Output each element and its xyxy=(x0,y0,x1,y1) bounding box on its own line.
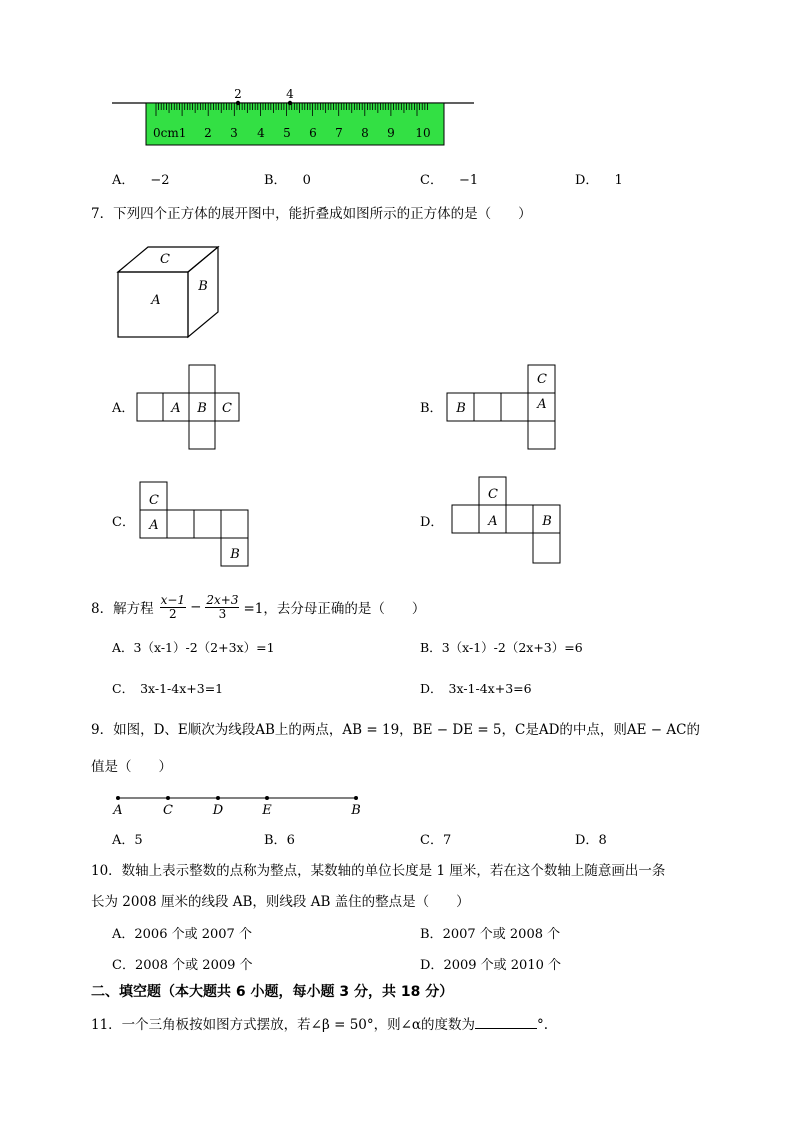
q9-segment-figure xyxy=(110,788,370,818)
q8-stem: 8．解方程 x−1 2 − $\frac{2x+3}{3}$ =1，去分母正确的是（ ） xyxy=(91,592,426,621)
q7-option-b-letter: B． xyxy=(420,401,443,416)
net-d-face-c: C xyxy=(488,487,498,502)
cube-label-side: B xyxy=(198,279,208,294)
ruler-label-8: 8 xyxy=(361,126,369,140)
point-a-label: A xyxy=(113,803,123,818)
point-2 xyxy=(236,101,240,105)
q10-option-a: A．2006 个或 2007 个 xyxy=(112,927,252,942)
net-c-face-a: A xyxy=(149,518,159,533)
q9-stem-line1: 9．如图，D、E顺次为线段AB上的两点，AB = 19，BE − DE = 5，C是AD的中点，则AE − AC的 xyxy=(91,722,700,738)
net-d-face-a: A xyxy=(488,514,498,529)
q8-option-c: C． 3x-1-4x+3=1 xyxy=(112,681,224,696)
q7-net-a xyxy=(135,363,241,453)
q8-option-d: D． 3x-1-4x+3=6 xyxy=(420,681,532,696)
ruler-label-9: 9 xyxy=(387,126,395,140)
point-e-label: E xyxy=(262,803,272,818)
ruler-label-5: 5 xyxy=(283,126,291,140)
net-a-face-c: C xyxy=(222,401,232,416)
q11-stem: 11．一个三角板按如图方式摆放，若∠β = 50°，则∠α的度数为 °. xyxy=(91,1017,549,1033)
ruler-figure xyxy=(110,84,480,150)
point-c-label: C xyxy=(163,803,173,818)
q6-option-c: C． −1 xyxy=(420,173,479,188)
q8-suffix: =1，去分母正确的是（ ） xyxy=(243,601,426,617)
cube-label-top: C xyxy=(160,252,170,267)
q10-option-c: C．2008 个或 2009 个 xyxy=(112,958,253,973)
point-4 xyxy=(288,101,292,105)
q7-option-d-letter: D． xyxy=(420,515,444,530)
net-c-face-b: B xyxy=(230,547,240,562)
q9-option-c: C．7 xyxy=(420,833,452,848)
ruler-label-0: 0cm1 xyxy=(153,126,187,140)
ruler-label-4: 4 xyxy=(257,126,265,140)
q8-fraction-2: $\frac{2x+3}{3}$ xyxy=(206,592,239,621)
q10-stem-line2: 长为 2008 厘米的线段 AB，则线段 AB 盖住的整点是（ ） xyxy=(91,894,470,910)
q6-option-b: B． 0 xyxy=(264,173,311,188)
point-label-2: 2 xyxy=(234,87,242,101)
q10-option-b: B．2007 个或 2008 个 xyxy=(420,927,561,942)
q6-option-d: D． 1 xyxy=(575,173,623,188)
ruler-label-6: 6 xyxy=(309,126,317,140)
q7-cube xyxy=(112,242,222,342)
answer-blank[interactable] xyxy=(475,1016,537,1029)
section-heading: 二、填空题（本大题共 6 小题，每小题 3 分，共 18 分） xyxy=(91,984,454,1000)
q6-option-a: A． −2 xyxy=(112,173,170,188)
net-b-face-c: C xyxy=(537,372,547,387)
q9-option-d: D．8 xyxy=(575,833,607,848)
q7-stem: 7．下列四个正方体的展开图中，能折叠成如图所示的正方体的是（ ） xyxy=(91,206,532,222)
q8-option-a: A．3（x-1）-2（2+3x）=1 xyxy=(112,640,275,655)
net-b-face-a: A xyxy=(537,397,547,412)
q9-stem-line2: 值是（ ） xyxy=(91,759,172,775)
net-a-face-b: B xyxy=(197,401,207,416)
net-d-face-b: B xyxy=(542,514,552,529)
point-b-label: B xyxy=(351,803,361,818)
q9-option-a: A．5 xyxy=(112,833,143,848)
ruler-label-3: 3 xyxy=(230,126,238,140)
net-c-face-c: C xyxy=(149,493,159,508)
q7-net-b xyxy=(445,363,559,453)
q8-option-b: B．3（x-1）-2（2x+3）=6 xyxy=(420,640,583,655)
ruler-label-2: 2 xyxy=(204,126,212,140)
point-d-label: D xyxy=(212,803,224,818)
cube-label-front: A xyxy=(151,293,161,308)
q7-net-d xyxy=(451,475,563,567)
q10-stem-line1: 10．数轴上表示整数的点称为整点，某数轴的单位长度是 1 厘米，若在这个数轴上随意画出一条 xyxy=(91,863,666,879)
q7-option-a-letter: A． xyxy=(112,401,135,416)
net-a-face-a: A xyxy=(171,401,181,416)
ruler-label-10: 10 xyxy=(415,126,431,140)
point-label-4: 4 xyxy=(286,87,294,101)
q7-option-c-letter: C． xyxy=(112,515,135,530)
q10-option-d: D．2009 个或 2010 个 xyxy=(420,958,562,973)
ruler-body xyxy=(146,103,444,145)
q9-option-b: B．6 xyxy=(264,833,295,848)
q7-net-c xyxy=(138,480,252,570)
q8-prefix: 8．解方程 xyxy=(91,601,154,617)
ruler-label-7: 7 xyxy=(335,126,343,140)
net-b-face-b: B xyxy=(456,401,466,416)
q8-fraction-1: x−1 2 xyxy=(160,592,186,621)
